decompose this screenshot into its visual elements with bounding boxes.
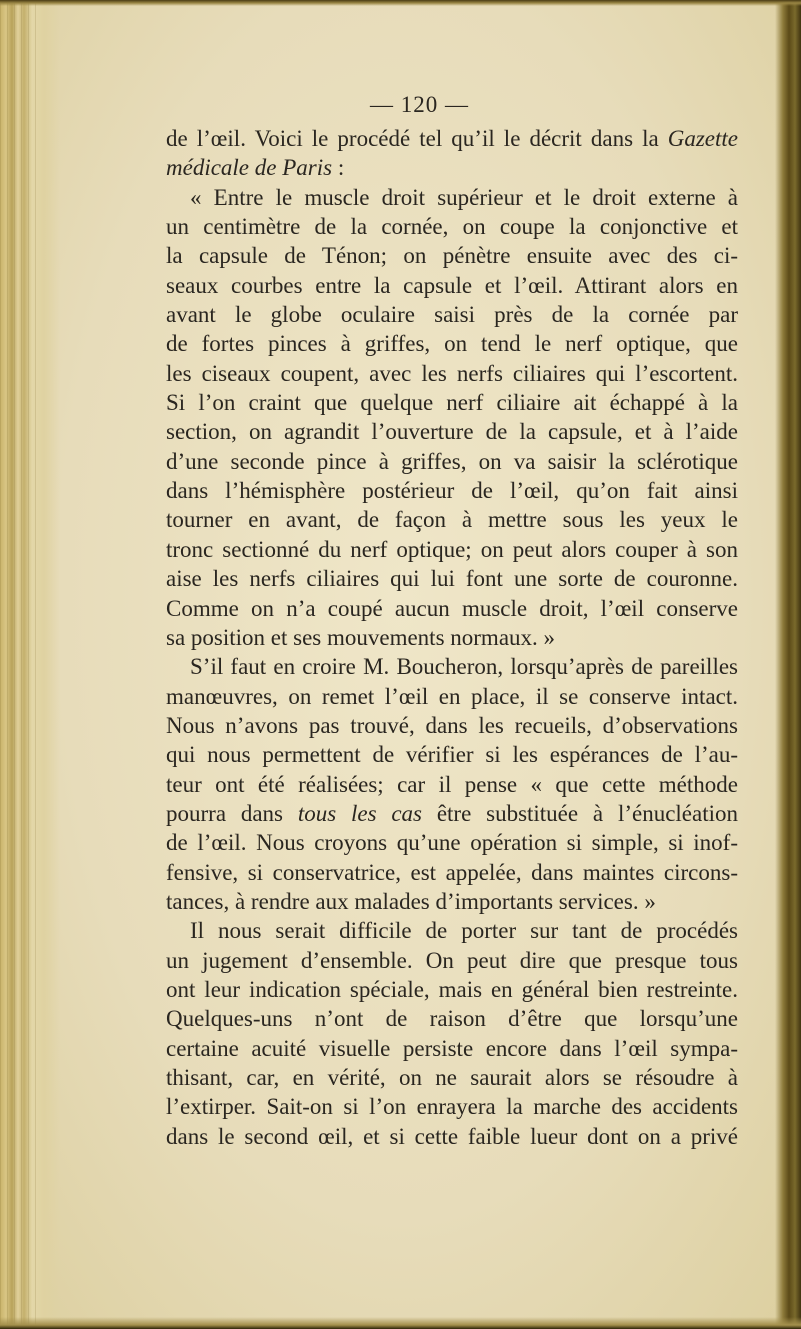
text-line: fensive, si conservatrice, est appelée, dans maintes circons- [166,859,738,885]
body-text [166,124,738,1151]
text-line: S’il faut en croire M. Boucheron, lorsqu’après de pareilles [190,654,738,680]
text-line: Si l’on craint que quelque nerf ciliaire ait échappé à la [166,390,738,416]
text-line: dans l’hémisphère postérieur de l’œil, qu’on fait ainsi [166,478,738,504]
text-line: les ciseaux coupent, avec les nerfs ciliaires qui l’escortent. [166,360,738,386]
text-line: pourra dans tous les cas être substituée à l’énucléation [166,800,738,826]
page-number: — 120 — [370,92,469,117]
text-line: Nous n’avons pas trouvé, dans les recueils, d’observations [166,712,738,738]
text-line: Quelques-uns n’ont de raison d’être que lorsqu’une [166,1006,738,1032]
text-line: tourner en avant, de façon à mettre sous les yeux le [166,507,738,533]
text-line: Il nous serait difficile de porter sur tant de procédés [190,918,738,944]
text-line: « Entre le muscle droit supérieur et le droit externe à [190,184,738,210]
text-line: ont leur indication spéciale, mais en général bien restreinte. [166,976,738,1002]
text-line: la capsule de Ténon; on pénètre ensuite avec des ci- [166,243,738,269]
text-line: avant le globe oculaire saisi près de la cornée par [166,302,738,328]
text-line: qui nous permettent de vérifier si les espérances de l’au- [166,742,738,768]
text-line: certaine acuité visuelle persiste encore dans l’œil sympa- [166,1035,738,1061]
text-line: sa position et ses mouvements normaux. » [166,624,556,650]
text-line: un centimètre de la cornée, on coupe la conjonctive et [166,214,738,240]
text-line: l’extirper. Sait-on si l’on enrayera la marche des accidents [166,1094,738,1120]
text-line: d’une seconde pince à griffes, on va saisir la sclérotique [166,448,738,474]
text-line: dans le second œil, et si cette faible lueur dont on a privé [166,1123,738,1149]
top-page-edge [0,0,801,6]
text-line: tances, à rendre aux malades d’importants services. » [166,888,656,914]
text-line: thisant, car, en vérité, on ne saurait alors se résoudre à [166,1065,738,1090]
text-line: teur ont été réalisées; car il pense « que cette méthode [166,771,738,797]
text-line: un jugement d’ensemble. On peut dire que presque tous [166,947,738,973]
left-page-edge-lines [0,0,40,1329]
right-page-edge [775,0,801,1329]
text-line: section, on agrandit l’ouverture de la capsule, et à l’aide [166,419,738,445]
text-line: de l’œil. Voici le procédé tel qu’il le décrit dans la Gazette [166,126,738,151]
text-line: seaux courbes entre la capsule et l’œil. Attirant alors en [166,272,738,298]
text-line: de l’œil. Nous croyons qu’une opération si simple, si inof- [166,830,738,856]
text-line: Comme on n’a coupé aucun muscle droit, l’œil conserve [166,595,738,621]
text-line: manœuvres, on remet l’œil en place, il se conserve intact. [166,683,738,709]
text-line: médicale de Paris : [166,155,345,181]
text-line: tronc sectionné du nerf optique; on peut alors couper à son [166,536,738,562]
text-line: aise les nerfs ciliaires qui lui font une sorte de couronne. [166,566,738,592]
text-line: de fortes pinces à griffes, on tend le nerf optique, que [166,331,738,357]
bottom-page-edge [0,1317,801,1329]
